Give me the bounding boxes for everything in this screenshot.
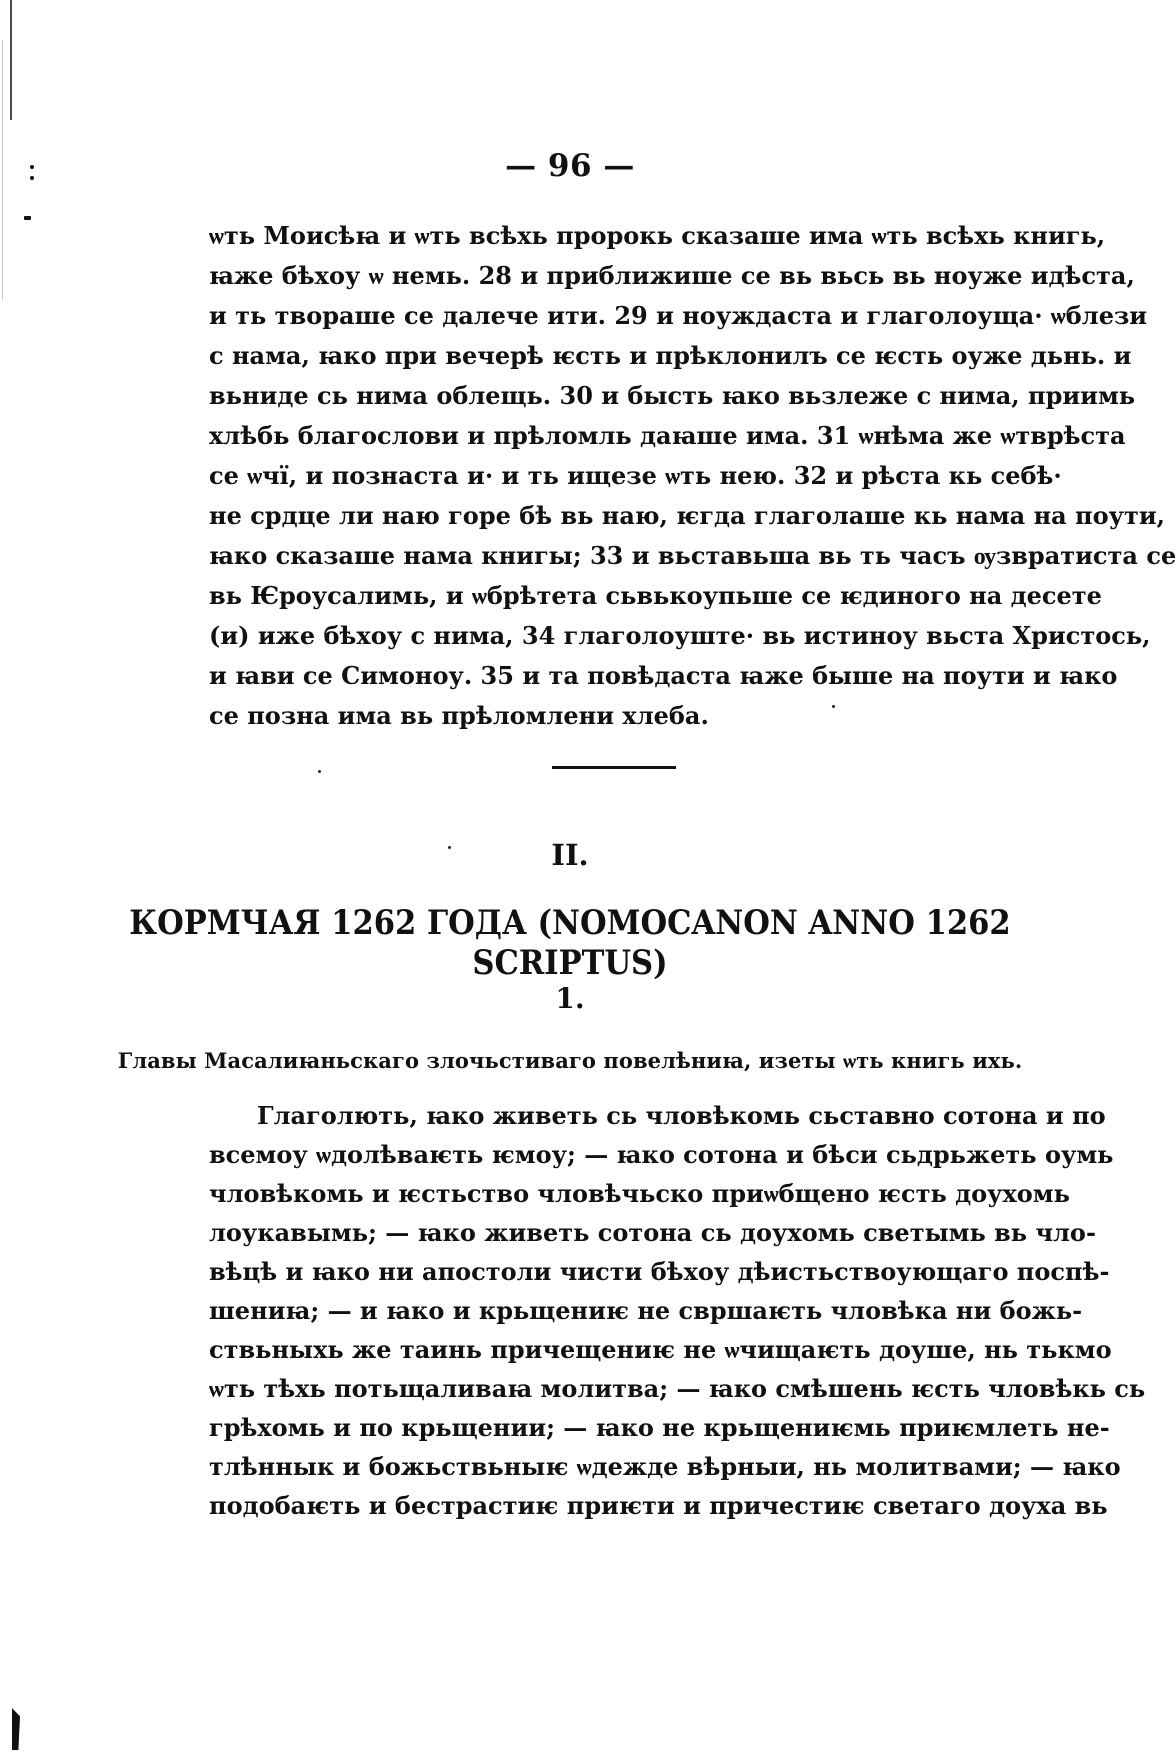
text-line: и ть твораше се далече ити. 29 и ноуждаста и глаголоуща· ѡблези [209, 301, 1148, 330]
text-line: (и) иже бѣхоу с нима, 34 глаголоуште· вь истиноу вьста Христось, [209, 621, 1151, 650]
text-line: вьниде сь нима облещь. 30 и бысть ꙗко вьзлеже с нима, приимь [209, 381, 1136, 410]
text-line: Глаголють, ꙗко живеть сь чловѣкомь сьставно сотона и по [257, 1101, 1106, 1130]
text-line: с нама, ꙗко при вечерѣ ѥсть и прѣклонилъ се ѥсть оуже дьнь. и [209, 341, 1132, 370]
text-line: вѣцѣ и ꙗко ни апостоли чисти бѣхоу дѣистьствоующаго поспѣ- [209, 1257, 1110, 1286]
subsection-number: 1. [555, 982, 585, 1015]
text-line: хлѣбь благослови и прѣломль даꙗше има. 31 ѡнѣма же ѡтврѣста [209, 421, 1126, 450]
text-line: се ѡчї, и познаста и· и ть ищезе ѡть нею. 32 и рѣста кь себѣ· [209, 461, 1062, 490]
text-line: ствьныхь же таинь причещениѥ не ѡчищаѥть доуше, нь тькмо [209, 1335, 1112, 1364]
section-title: КОРМЧАЯ 1262 ГОДА (NOMOCANON ANNO 1262 SCRIPTUS) [129, 903, 1011, 983]
text-line: вь Ѥроусалимь, и ѡбрѣтета сьвькоупьше се ѥдиного на десете [209, 581, 1102, 610]
text-line: грѣхомь и по крьщении; — ꙗко не крьщениѥмь приѥмлеть не- [209, 1413, 1110, 1442]
text-line: подобаѥть и бестрастиѥ приѥти и причестиѥ светаго доуха вь [209, 1491, 1108, 1520]
page-number: — 96 — [505, 148, 635, 184]
text-line: шениꙗ; — и ꙗко и крьщениѥ не свршаѥть чловѣка ни божь- [209, 1296, 1083, 1325]
scan-edge-mark [12, 1708, 20, 1750]
text-line: чловѣкомь и ѥстьство чловѣчьско приѡбщено ѥсть доухомь [209, 1179, 1070, 1208]
passage-gospel-luke [209, 216, 1176, 736]
section-numeral: II. [551, 838, 589, 872]
text-line: ꙗко сказаше нама книгы; 33 и вьставьша вь ть часъ ѹзвратиста се [209, 541, 1176, 570]
text-line: лоукавымь; — ꙗко живеть сотона сь доухомь светымь вь чло- [209, 1218, 1096, 1247]
text-line: се позна има вь прѣломлени хлеба. [209, 701, 709, 730]
text-line: ѡть Моисѣꙗ и ѡть всѣхь пророкь сказаше има ѡть всѣхь книгь, [209, 221, 1106, 250]
text-line: ꙗже бѣхоу ѡ немь. 28 и приближише се вь вьсь вь ноуже идѣста, [209, 261, 1135, 290]
passage-nomocanon [209, 1096, 1146, 1525]
text-line: ѡть тѣхь потьщаливаꙗ молитва; — ꙗко смѣшень ѥсть чловѣкь сь [209, 1374, 1146, 1403]
text-line: тлѣннык и божьствьныѥ ѡдежде вѣрныи, нь молитвами; — ꙗко [209, 1452, 1121, 1481]
section-separator-rule [552, 766, 676, 769]
text-line: всемоу ѡдолѣваѥть ѥмоу; — ꙗко сотона и бѣси сьдрьжеть оумь [209, 1140, 1114, 1169]
chapter-heading: Главы Масалиꙗньскаго злочьстиваго повелѣниꙗ, изеты ѡть книгь ихь. [117, 1048, 1023, 1073]
scan-edge-line [10, 0, 12, 120]
text-line: и ꙗви се Симоноу. 35 и та повѣдаста ꙗже быше на поути и ꙗко [209, 661, 1118, 690]
scan-speck [832, 705, 835, 708]
scan-speck [24, 216, 31, 220]
scan-speck [318, 770, 321, 773]
text-line: не срдце ли наю горе бѣ вь наю, ѥгда глаголаше кь нама на поути, [209, 501, 1166, 530]
